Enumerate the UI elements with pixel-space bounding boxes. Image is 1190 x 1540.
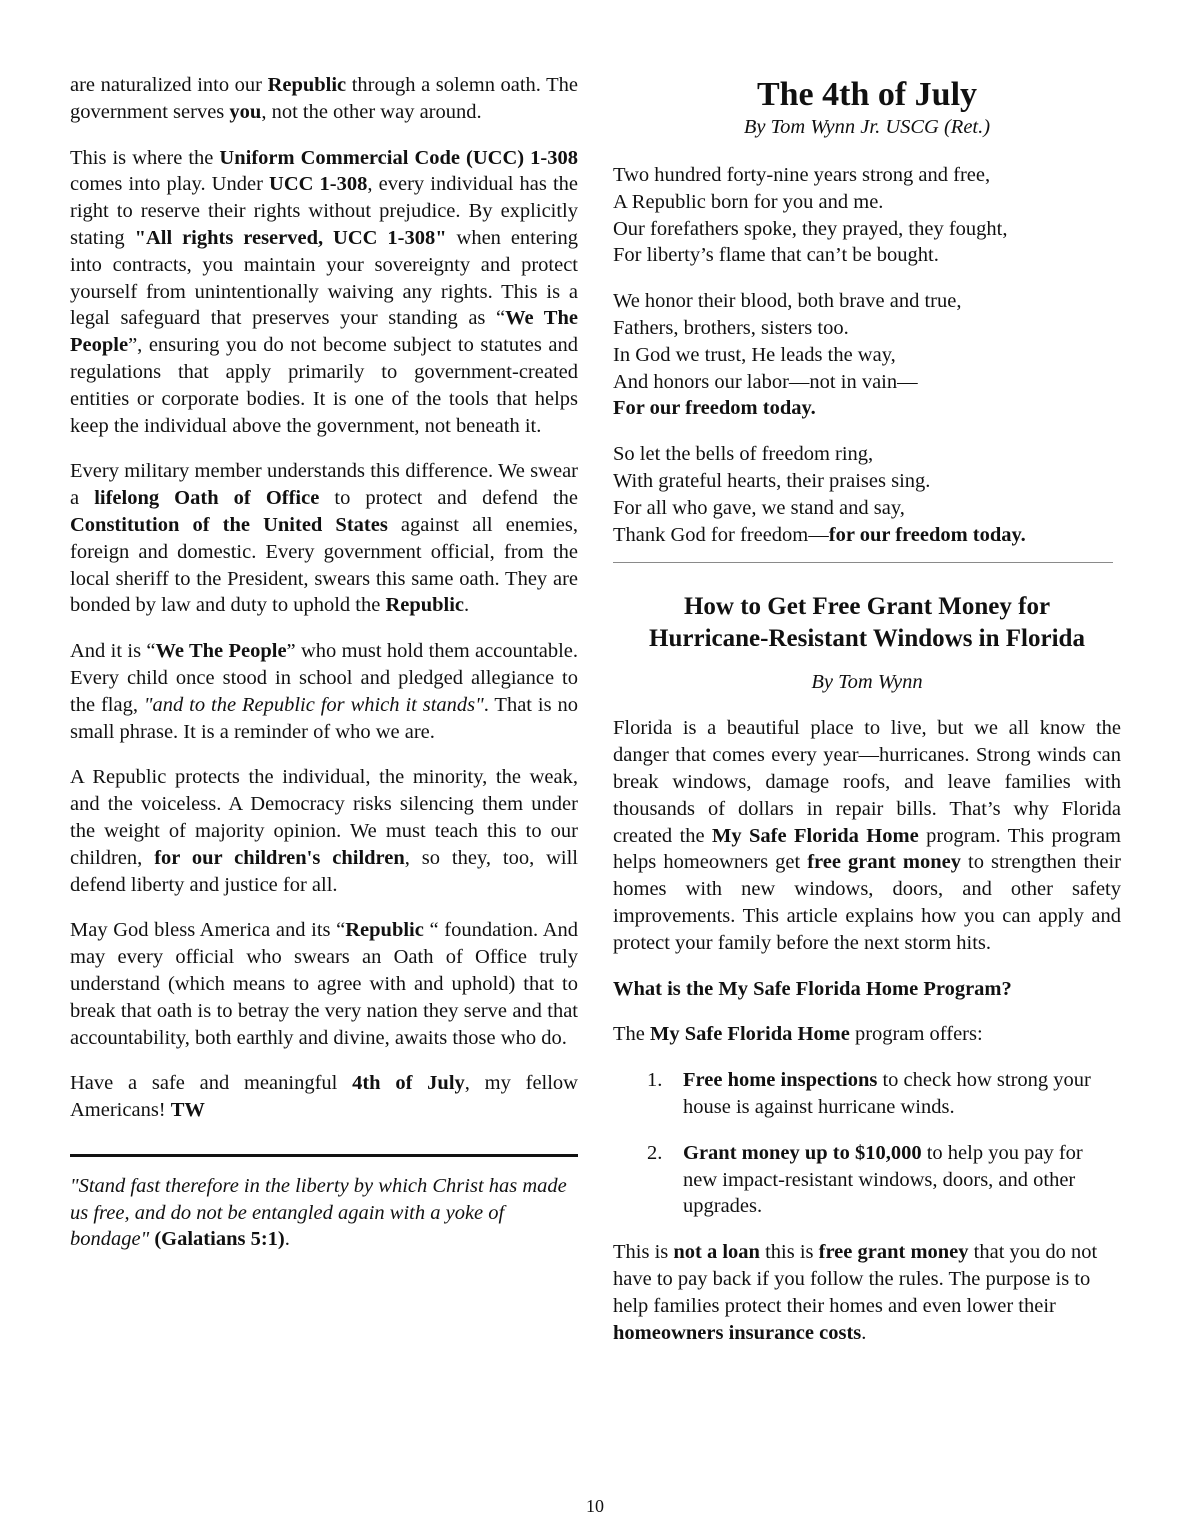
article-subheading: What is the My Safe Florida Home Program?: [613, 977, 1012, 1000]
article-intro: Florida is a beautiful place to live, but we all know the danger that comes every year—hurricanes. Strong winds can break windows, damage roofs, and leave families with thousands of dollars in repair bills. That’s why Florida created the My Safe Florida Home program. This program helps homeowners get free grant money to strengthen their homes with new windows, doors, and other safety improvements. This article explains how you can apply and protect your family before the next storm hits.: [613, 717, 1122, 954]
paragraph-naturalized: are naturalized into our Republic through a solemn oath. The government serves you, not the other way around.: [70, 74, 578, 123]
poem-line: Thank God for freedom—for our freedom today.: [613, 523, 1026, 546]
poem-line: Our forefathers spoke, they prayed, they fought,: [613, 217, 1008, 240]
section-divider: [70, 1154, 578, 1157]
poem-byline: By Tom Wynn Jr. USCG (Ret.): [743, 116, 991, 138]
paragraph-god-bless: May God bless America and its “Republic “ foundation. And may every official who swears an Oath of Office truly understand (which means to agree with and uphold) that to break that oath is to betray the very nation they serve and that accountability, both earthly and divine, awaits those who do.: [70, 919, 579, 1049]
scripture-quote: "Stand fast therefore in the liberty by which Christ has made us free, and do not be entangled again with a yoke of bondage" (Galatians 5:1).: [70, 1174, 567, 1251]
poem-title: The 4th of July: [756, 76, 978, 113]
poem-line: For our freedom today.: [613, 397, 816, 420]
poem-line: So let the bells of freedom ring,: [613, 443, 874, 466]
poem-line: We honor their blood, both brave and true,: [613, 290, 962, 313]
poem-line: Fathers, brothers, sisters too.: [613, 316, 849, 339]
poem-divider: [613, 562, 1113, 563]
left-column: [70, 72, 578, 1253]
poem-line: With grateful hearts, their praises sing.: [613, 469, 931, 492]
article-byline: By Tom Wynn: [811, 671, 923, 694]
paragraph-closing: Have a safe and meaningful 4th of July, my fellow Americans! TW: [70, 1072, 578, 1122]
poem-line: For all who gave, we stand and say,: [613, 496, 905, 519]
paragraph-accountable: And it is “We The People” who must hold them accountable. Every child once stood in school and pledged allegiance to the flag, "and to the Republic for which it stands". That is no small phrase. It is a reminder of who we are.: [70, 640, 578, 743]
right-column: [613, 72, 1121, 1346]
article-title: How to Get Free Grant Money for Hurricane-Resistant Windows in Florida: [649, 593, 1085, 653]
poem-line: A Republic born for you and me.: [613, 190, 884, 213]
page-number: 10: [586, 1496, 604, 1516]
article-not-a-loan: This is not a loan this is free grant money that you do not have to pay back if you follow the rules. The purpose is to help families protect their homes and even lower their homeowners insurance costs.: [613, 1241, 1098, 1344]
list-item: 1. Free home inspections to check how strong your house is against hurricane winds.: [647, 1069, 1091, 1118]
paragraph-oath: Every military member understands this difference. We swear a lifelong Oath of Office to protect and defend the Constitution of the United States against all enemies, foreign and domestic. Every government official, from the local sheriff to the President, swears this same oath. They are bonded by law and duty to uphold the Republic.: [70, 460, 578, 617]
article-program-offers: The My Safe Florida Home program offers:: [613, 1023, 983, 1046]
list-item: 2. Grant money up to $10,000 to help you pay for new impact-resistant windows, doors, and other upgrades.: [647, 1141, 1083, 1218]
poem-line: For liberty’s flame that can’t be bought.: [613, 244, 939, 267]
paragraph-republic-protects: A Republic protects the individual, the minority, the weak, and the voiceless. A Democracy risks silencing them under the weight of majority opinion. We must teach this to our children, for our children's children, so they, too, will defend liberty and justice for all.: [70, 766, 578, 896]
poem-line: Two hundred forty-nine years strong and free,: [613, 164, 991, 186]
paragraph-ucc: This is where the Uniform Commercial Code (UCC) 1-308 comes into play. Under UCC 1-308, every individual has the right to reserve their rights without prejudice. By explicitly stating "All rights reserved, UCC 1-308" when entering into contracts, you maintain your sovereignty and protect yourself from unintentionally waiving any rights. This is a legal safeguard that preserves your standing as “We The People”, ensuring you do not become subject to statutes and regulations that apply primarily to government-created entities or corporate bodies. It is one of the tools that helps keep the individual above the government, not beneath it.: [70, 146, 578, 437]
poem-stanza-3: [613, 441, 1121, 548]
poem-line: And honors our labor—not in vain—: [613, 370, 918, 393]
poem-line: In God we trust, He leads the way,: [613, 343, 896, 366]
poem-stanza-1: [613, 162, 1121, 269]
poem-stanza-2: [613, 288, 1121, 422]
program-benefits-list: [613, 1067, 1121, 1220]
